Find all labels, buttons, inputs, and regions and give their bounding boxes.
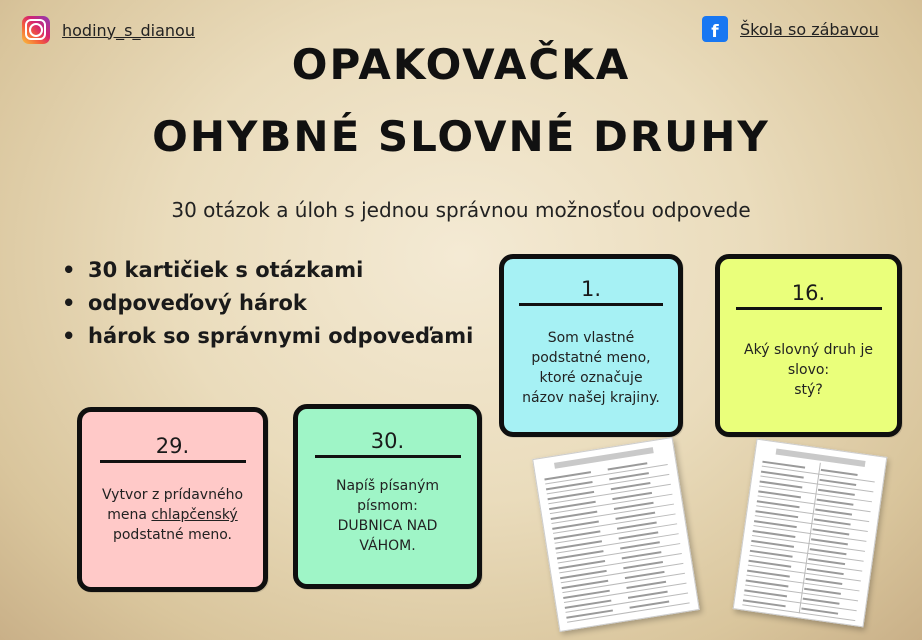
question-card-29	[77, 407, 268, 592]
feature-list	[62, 254, 473, 353]
card-divider	[736, 307, 882, 310]
facebook-icon: f	[702, 16, 728, 42]
feature-item: • odpoveďový hárok	[62, 287, 473, 320]
card-number: 1.	[580, 277, 602, 301]
question-line: podstatné meno,	[531, 350, 651, 366]
question-line: DUBNICA NAD	[337, 518, 438, 534]
question-line: Som vlastné	[547, 330, 635, 346]
card-divider	[315, 455, 461, 458]
question-line: ktoré označuje	[539, 370, 643, 386]
question-card-16	[715, 254, 902, 437]
question-line: písmom:	[357, 498, 418, 514]
question-line	[82, 505, 263, 525]
question-card-1	[499, 254, 683, 437]
card-question	[82, 485, 263, 545]
question-line: podstatné meno.	[112, 527, 233, 543]
question-line: slovo:	[787, 362, 830, 378]
subtitle: 30 otázok a úloh s jednou správnou možnosťou odpovede	[171, 198, 751, 222]
card-number: 29.	[155, 434, 190, 458]
facebook-link[interactable]	[702, 16, 879, 42]
facebook-page-name[interactable]: Škola so zábavou	[740, 19, 879, 39]
question-line: názov našej krajiny.	[522, 390, 660, 406]
question-text: mena	[107, 507, 152, 523]
question-line: Napíš písaným	[335, 478, 440, 494]
instagram-handle[interactable]: hodiny_s_dianou	[62, 20, 195, 40]
card-number: 30.	[370, 429, 405, 453]
question-line: stý?	[794, 382, 823, 398]
feature-item: • 30 kartičiek s otázkami	[62, 254, 473, 287]
question-line: VÁHOM.	[359, 538, 416, 554]
card-divider	[100, 460, 246, 463]
question-card-30	[293, 404, 482, 589]
card-number: 16.	[791, 281, 826, 305]
card-question	[720, 340, 897, 400]
question-line: Aký slovný druh je	[744, 342, 873, 358]
underlined-word: chlapčenský	[151, 507, 238, 523]
card-divider	[519, 303, 663, 306]
answer-sheet-preview	[532, 437, 700, 632]
page-title-secondary: OHYBNÉ SLOVNÉ DRUHY	[152, 112, 770, 161]
card-question	[298, 476, 477, 556]
card-question	[504, 328, 678, 408]
feature-item: • hárok so správnymi odpoveďami	[62, 320, 473, 353]
page-title: OPAKOVAČKA	[291, 40, 631, 89]
question-line: Vytvor z prídavného	[101, 487, 244, 503]
blank-answer-sheet-preview	[733, 439, 888, 628]
